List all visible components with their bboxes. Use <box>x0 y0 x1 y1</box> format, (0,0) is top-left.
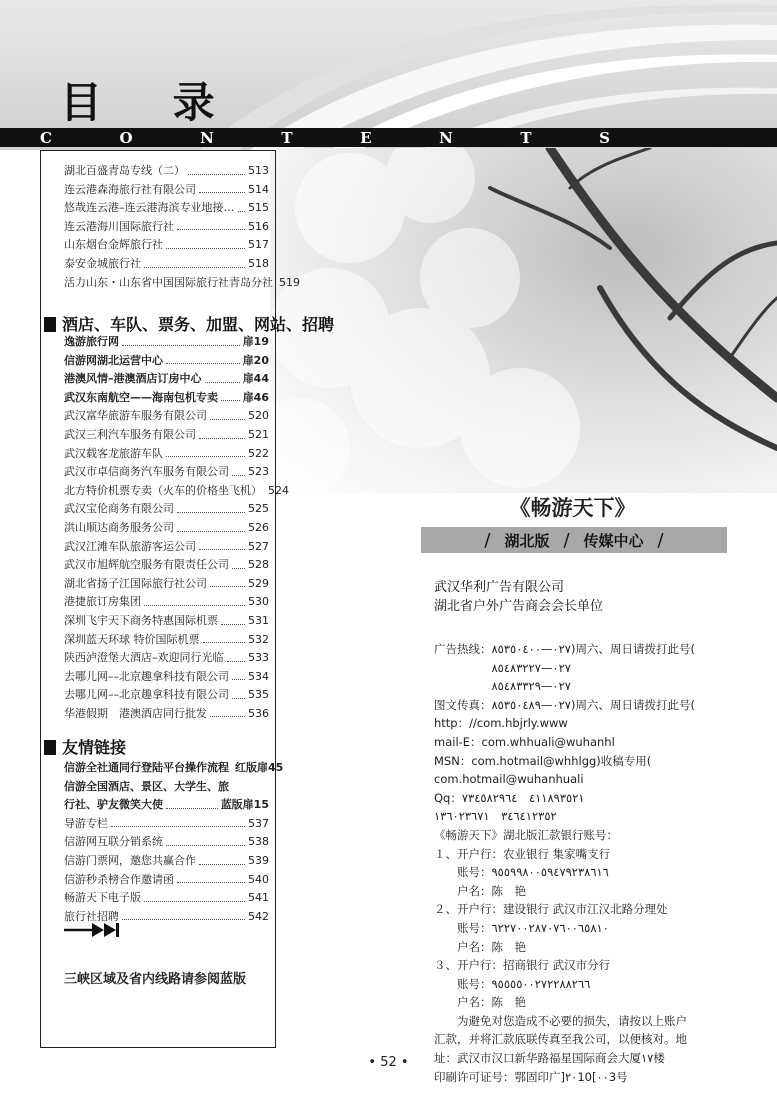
contact-info-line: 图文传真：٠٢٧—٨٥٣٥٠٤٨٩)周六、周日请拨打此号( <box>434 697 695 712</box>
toc-entry <box>64 759 284 778</box>
toc-leader-dots <box>166 796 218 809</box>
toc-entry-page: 523 <box>248 465 269 479</box>
toc-entry <box>64 796 269 815</box>
toc-entry-title: 武汉江滩车队旅游客运公司 <box>64 539 196 553</box>
toc-leader-dots <box>177 500 245 513</box>
toc-leader-dots <box>232 556 245 569</box>
contact-info-line: 账号：٦٢٢٧٠٠٢٨٧٠٧٦٠٠٦٥٨١٠ <box>434 920 609 935</box>
toc-entry-title: 港捷旅订房集团 <box>64 595 141 609</box>
toc-leader-dots <box>221 389 240 402</box>
toc-entry <box>64 668 269 687</box>
toc-leader-dots <box>232 778 266 791</box>
section-marker <box>44 317 56 332</box>
contact-info-line: MSN：com.hotmail@whhlgg)收稿专用( <box>434 753 652 768</box>
slash-divider: / <box>563 529 570 551</box>
contact-info-line: ３、开户行：招商银行 武汉市分行 <box>434 958 611 973</box>
toc-entry-title: 去哪儿网––北京趣拿科技有限公司 <box>64 669 229 683</box>
contact-info-line: mail-E：com.whhuali@wuhanhl <box>434 734 615 749</box>
toc-entry <box>64 519 269 538</box>
toc-entry-page: 蓝版扉15 <box>220 798 269 812</box>
toc-entry <box>64 352 269 371</box>
toc-leader-dots <box>166 236 245 249</box>
toc-entry <box>64 407 269 426</box>
toc-entry-page: 527 <box>248 539 269 553</box>
toc-entry-title: 活力山东・山东省中国国际旅行社青岛分社 <box>64 275 273 289</box>
toc-entry-title: 悠哉连云港–连云港海滨专业地接… <box>64 201 235 215</box>
toc-entry <box>64 889 269 908</box>
toc-entry-page: 540 <box>248 872 269 886</box>
toc-entry-page: 536 <box>248 706 269 720</box>
toc-entry-page: 扉20 <box>242 353 269 367</box>
arrow-icon <box>64 920 124 940</box>
toc-entry <box>64 445 269 464</box>
toc-entry-title: 去哪儿网––北京趣拿科技有限公司 <box>64 688 229 702</box>
contents-letter: N <box>200 128 214 147</box>
toc-entry-page: 扉44 <box>242 372 269 386</box>
toc-entry <box>64 686 269 705</box>
contact-info-line: 印刷许可证号：鄂固印广]٢٠10[٠٠3号 <box>434 1069 628 1084</box>
toc-entry-title: 信游门票网，邀您共赢合作 <box>64 853 196 867</box>
toc-entry <box>64 538 269 557</box>
contact-info-line: 广告热线：٠٢٧—٨٥٣٥٠٤٠٠)周六、周日请拨打此号( <box>434 642 695 656</box>
toc-leader-dots <box>199 852 245 865</box>
toc-entry <box>64 871 269 890</box>
toc-entry-title: 行社、驴友微笑大使 <box>64 798 163 812</box>
toc-entry-title: 武汉载客龙旅游车队 <box>64 446 163 460</box>
toc-entry-page: 521 <box>248 427 269 441</box>
toc-entry-title: 深圳飞宇天下商务特惠国际机票 <box>64 613 218 627</box>
toc-entry-page: 520 <box>248 409 269 423</box>
toc-entry <box>64 389 269 408</box>
toc-entry-page: 518 <box>248 256 269 270</box>
toc-entry-title: 信游全社通同行登陆平台操作流程 <box>64 761 229 774</box>
toc-entry-title: 泰安金城旅行社 <box>64 256 141 270</box>
toc-leader-dots <box>144 889 245 902</box>
contact-info-line: 户名：陈 艳 <box>434 939 526 954</box>
page-number: • 52 • <box>368 1055 409 1070</box>
edition-bar <box>421 527 727 553</box>
toc-entry-title: 武汉富华旅游车服务有限公司 <box>64 409 207 423</box>
contents-letter: S <box>599 128 610 147</box>
section-heading-services <box>44 312 334 335</box>
contact-info-line: Qq：٤١١٨٩٣٥٢١ ٧٣٤٥٨٢٩٦٤ <box>434 790 585 805</box>
contact-info-line: 户名：陈 艳 <box>434 995 526 1010</box>
section-marker <box>44 740 56 755</box>
contact-info-line: 址：武汉市汉口新华路福星国际商会大厦١٧楼 <box>434 1051 665 1066</box>
toc-leader-dots <box>205 370 240 383</box>
contents-letter: E <box>360 128 372 147</box>
toc-entry-title: 武汉市卓信商务汽车服务有限公司 <box>64 465 229 479</box>
contact-info-line: ٠٢٧—٨٥٤٨٣٢٢٧ <box>434 660 571 675</box>
toc-leader-dots <box>144 593 245 606</box>
contents-letter: T <box>520 128 532 147</box>
toc-entry <box>64 463 269 482</box>
contact-info-line: 汇款，并将汇款底联传真至我公司，以便核对。地 <box>434 1032 687 1047</box>
toc-entry-page: 537 <box>248 816 269 830</box>
toc-entry-page: 529 <box>248 576 269 590</box>
toc-entry <box>64 236 269 255</box>
toc-entry <box>64 833 269 852</box>
slash-divider: / <box>657 529 664 551</box>
toc-leader-dots <box>199 538 245 551</box>
toc-entry-title: 信游网湖北运营中心 <box>64 353 163 367</box>
toc-leader-dots <box>188 162 245 175</box>
toc-leader-dots <box>111 815 245 828</box>
toc-entry <box>64 705 269 724</box>
toc-entry-title: 湖北省扬子江国际旅行社公司 <box>64 576 207 590</box>
toc-entry <box>64 593 269 612</box>
company-name: 武汉华利广告有限公司 <box>434 580 565 595</box>
contact-info-line: 户名：陈 艳 <box>434 883 526 898</box>
toc-leader-dots <box>210 407 245 420</box>
contact-info-line: 账号：٩٥٥٩٩٨٠٠٥٩٤٧٩٢٣٨٦١٦ <box>434 865 609 880</box>
toc-entry <box>64 500 269 519</box>
toc-leader-dots <box>177 871 245 884</box>
slash-divider: / <box>484 529 491 551</box>
toc-leader-dots <box>238 199 246 212</box>
toc-entry <box>64 255 269 274</box>
toc-entry-title: 导游专栏 <box>64 816 108 830</box>
toc-entry-title: 华港假期 港澳酒店同行批发 <box>64 706 207 720</box>
toc-leader-dots <box>232 668 245 681</box>
toc-entry <box>64 181 269 200</box>
contact-info-line: 账号：٩٥٥٥٥٠٠٢٧٢٢٨٨٢٦٦ <box>434 976 591 991</box>
toc-entry-page: 528 <box>248 558 269 572</box>
toc-entry-page: 533 <box>248 651 269 665</box>
toc-leader-dots <box>166 833 245 846</box>
tree-photo <box>270 148 777 493</box>
contact-info-line: ٣٤٦٤١٢٣٥٢ ١٣٦٠٢٣٦٧١ <box>434 809 557 824</box>
toc-entry-page: 525 <box>248 502 269 516</box>
toc-entry-title: 信游全国酒店、景区、大学生、旅 <box>64 779 229 793</box>
toc-entry-title: 畅游天下电子版 <box>64 891 141 905</box>
toc-entry-page: 扉19 <box>242 335 269 348</box>
toc-leader-dots <box>203 631 246 644</box>
toc-entry-page: 519 <box>279 275 300 289</box>
toc-entry <box>64 370 269 389</box>
toc-entry-page: 531 <box>248 613 269 627</box>
contact-info-line: ２、开户行：建设银行 武汉市江汉北路分理处 <box>434 902 668 917</box>
toc-leader-dots <box>122 908 245 921</box>
toc-leader-dots <box>144 255 245 268</box>
contact-info-line: http：//com.hbjrly.www <box>434 716 568 731</box>
toc-entry-page: 522 <box>248 446 269 460</box>
toc-entry-page: 534 <box>248 669 269 683</box>
toc-entry-page: 516 <box>248 219 269 233</box>
toc-entry-title: 北方特价机票专卖（火车的价格坐飞机） <box>64 483 262 497</box>
contact-info-line: １、开户行：农业银行 集家嘴支行 <box>434 846 611 861</box>
toc-entry-page: 红版扉45 <box>235 761 284 774</box>
toc-leader-dots <box>210 575 245 588</box>
toc-entry-page: 515 <box>248 201 269 215</box>
contact-info-line: 《畅游天下》湖北版汇款银行账号： <box>434 827 618 842</box>
toc-entry <box>64 556 269 575</box>
toc-entry-page: 526 <box>248 520 269 534</box>
section-heading-links <box>44 735 126 758</box>
section-heading-text: 友情链接 <box>62 738 127 757</box>
toc-entry-title: 山东烟台金辉旅行社 <box>64 238 163 252</box>
media-center-label: 传媒中心 <box>583 531 644 550</box>
toc-leader-dots <box>177 519 245 532</box>
contents-letter: N <box>439 128 453 147</box>
contents-letter: O <box>119 128 133 147</box>
toc-entry-page: 513 <box>248 164 269 177</box>
toc-entry-page: 539 <box>248 853 269 867</box>
toc-entry-title: 洪山顺达商务服务公司 <box>64 520 174 534</box>
toc-entry <box>64 612 269 631</box>
toc-entry-page: 541 <box>248 891 269 905</box>
contact-info-line: 为避免对您造成不必要的损失，请按以上账户 <box>434 1013 687 1028</box>
tree-branches-graphic <box>270 148 777 493</box>
page-title: 目 录 <box>60 78 243 127</box>
toc-entry <box>64 274 300 293</box>
toc-leader-dots <box>166 352 240 365</box>
contact-info-line: ٠٢٧—٨٥٤٨٣٣٢٩ <box>434 679 571 694</box>
toc-entry-title: 武汉宝伦商务有限公司 <box>64 502 174 516</box>
toc-entry <box>64 162 269 181</box>
toc-entry <box>64 575 269 594</box>
toc-entry-title: 湖北百盛青岛专线（二） <box>64 164 185 177</box>
bottom-note: 三峡区域及省内线路请参阅蓝版 <box>64 972 247 987</box>
toc-list-group2 <box>64 333 289 723</box>
toc-entry-title: 连云港海川国际旅行社 <box>64 219 174 233</box>
toc-leader-dots <box>221 612 245 625</box>
toc-entry-title: 陕西泸澄堡大酒店–欢迎同行光临 <box>64 651 224 665</box>
toc-entry-page: 514 <box>248 182 269 196</box>
contact-info-block <box>434 640 734 1086</box>
toc-entry-title: 深圳蓝天环球 特价国际机票 <box>64 632 200 646</box>
toc-entry-title: 信游秒杀榜合作邀请函 <box>64 872 174 886</box>
edition-label: 湖北版 <box>504 531 550 550</box>
toc-list-group1 <box>64 162 300 292</box>
toc-entry-title: 逸游旅行网 <box>64 335 119 348</box>
toc-entry-page: 517 <box>248 238 269 252</box>
toc-entry-page: 530 <box>248 595 269 609</box>
toc-entry-page: 542 <box>248 909 269 923</box>
toc-leader-dots <box>232 686 245 699</box>
toc-entry <box>64 778 269 797</box>
toc-leader-dots <box>232 463 245 476</box>
toc-entry <box>64 199 269 218</box>
toc-entry <box>64 815 269 834</box>
toc-list-group3 <box>64 759 284 926</box>
toc-leader-dots <box>199 181 245 194</box>
toc-leader-dots <box>166 445 245 458</box>
toc-entry <box>64 649 269 668</box>
toc-entry <box>64 482 289 501</box>
magazine-title: 《畅游天下》 <box>509 495 636 520</box>
toc-entry-page: 535 <box>248 688 269 702</box>
contents-letters <box>40 128 610 147</box>
toc-entry-title: 连云港森海旅行社有限公司 <box>64 182 196 196</box>
company-block <box>434 578 603 616</box>
toc-entry-title: 港澳风情–港澳酒店订房中心 <box>64 372 202 386</box>
toc-entry-title: 武汉市旭辉航空服务有限责任公司 <box>64 558 229 572</box>
company-subtitle: 湖北省户外广告商会会长单位 <box>434 599 604 614</box>
toc-entry-title: 信游网互联分销系统 <box>64 835 163 849</box>
section-heading-text: 酒店、车队、票务、加盟、网站、招聘 <box>62 315 335 334</box>
toc-entry-page: 538 <box>248 835 269 849</box>
contents-letter: T <box>281 128 293 147</box>
toc-entry-title: 旅行社招聘 <box>64 909 119 923</box>
toc-entry <box>64 852 269 871</box>
toc-leader-dots <box>227 649 246 662</box>
toc-entry <box>64 426 269 445</box>
toc-entry-page: 532 <box>248 632 269 646</box>
toc-leader-dots <box>210 705 245 718</box>
toc-entry-title: 武汉东南航空——海南包机专卖 <box>64 390 218 404</box>
toc-entry <box>64 218 269 237</box>
toc-leader-dots <box>199 426 245 439</box>
toc-entry-title: 武汉三利汽车服务有限公司 <box>64 427 196 441</box>
toc-entry <box>64 333 269 352</box>
toc-leader-dots <box>177 218 245 231</box>
toc-leader-dots <box>122 333 240 346</box>
contact-info-line: com.hotmail@wuhanhuali <box>434 772 584 787</box>
toc-entry-page: 524 <box>268 483 289 497</box>
toc-entry-page: 扉46 <box>242 390 269 404</box>
contents-letter: C <box>40 128 52 147</box>
toc-entry <box>64 631 269 650</box>
